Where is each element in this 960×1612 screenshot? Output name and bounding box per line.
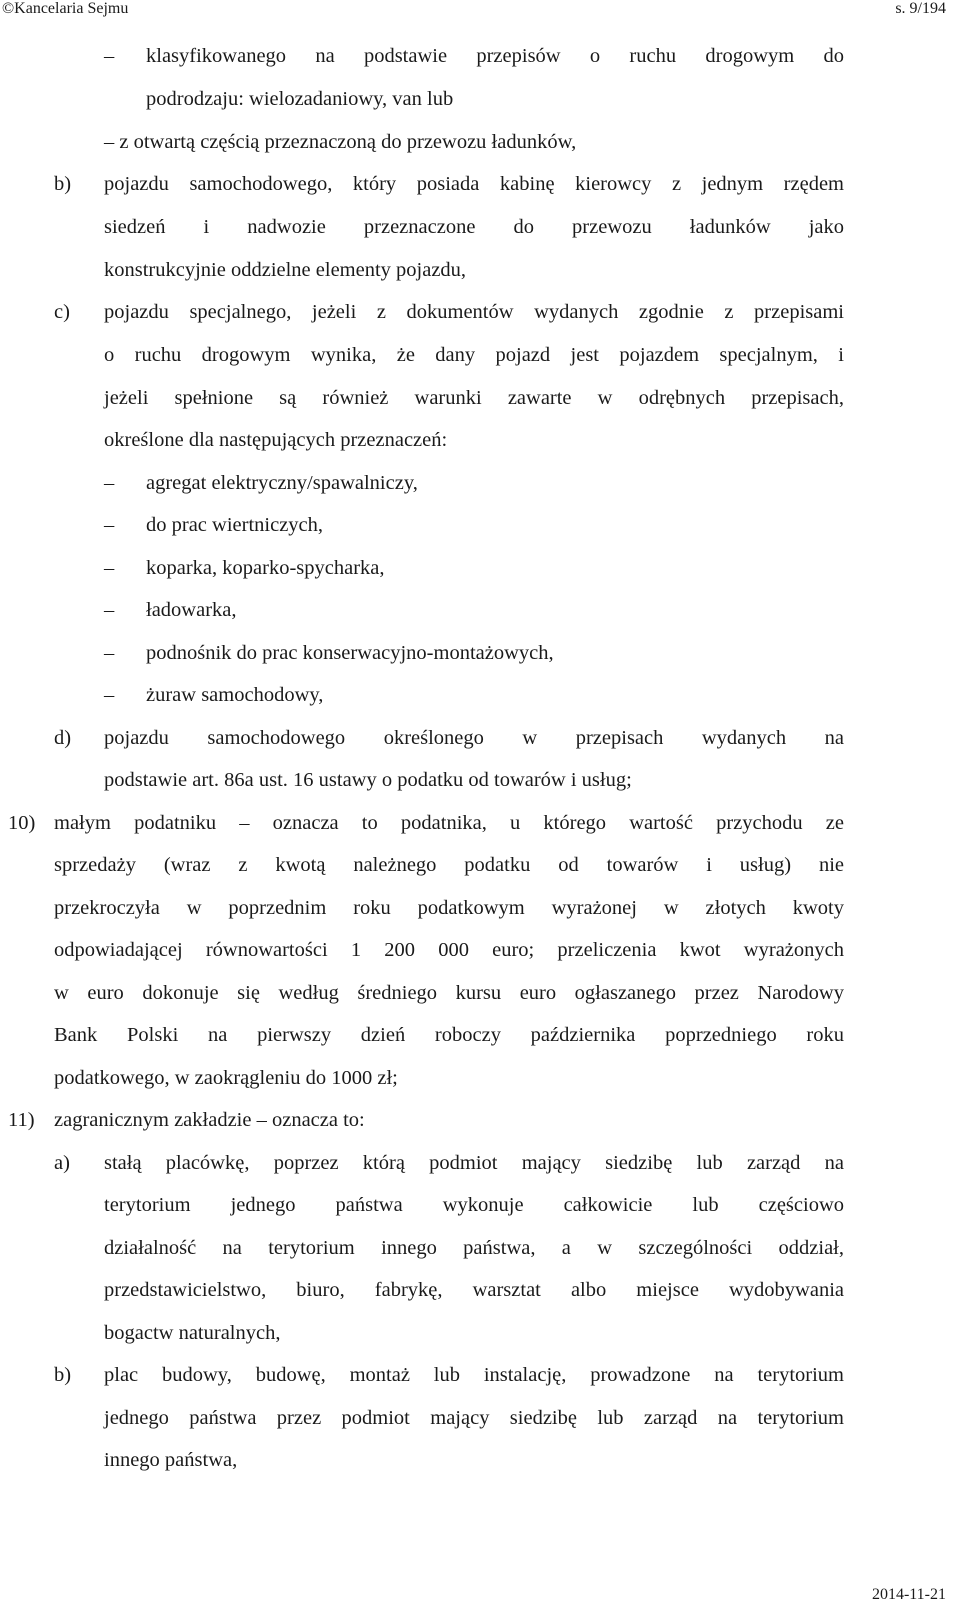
text-line: jednego państwa przez podmiot mający siedzibę lub zarząd na terytorium bbox=[104, 1407, 844, 1429]
footer-date: 2014-11-21 bbox=[871, 1586, 946, 1603]
text-line: ładowarka, bbox=[146, 599, 237, 621]
point-label: 11) bbox=[8, 1109, 35, 1131]
dash-label: – bbox=[104, 599, 115, 621]
dash-label: – bbox=[104, 684, 115, 706]
text-line: przekroczyła w poprzednim roku podatkowym wyrażonej w złotych kwoty bbox=[54, 897, 844, 919]
text-line: małym podatniku – oznacza to podatnika, u którego wartość przychodu ze bbox=[54, 812, 844, 834]
text-line: sprzedaży (wraz z kwotą należnego podatku od towarów i usług) nie bbox=[54, 854, 844, 876]
text-line: – z otwartą częścią przeznaczoną do przewozu ładunków, bbox=[104, 131, 577, 153]
text-line: zagranicznym zakładzie – oznacza to: bbox=[54, 1109, 365, 1131]
item-label: c) bbox=[54, 301, 70, 323]
page-number: s. 9/194 bbox=[895, 0, 946, 17]
text-line: klasyfikowanego na podstawie przepisów o ruchu drogowym do bbox=[146, 45, 844, 67]
text-line: podrodzaju: wielozadaniowy, van lub bbox=[146, 88, 454, 110]
text-line: w euro dokonuje się według średniego kursu euro ogłaszanego przez Narodowy bbox=[54, 982, 844, 1004]
item-label: b) bbox=[54, 173, 72, 195]
text-line: jeżeli spełnione są również warunki zawarte w odrębnych przepisach, bbox=[104, 387, 844, 409]
dash-label: – bbox=[104, 642, 115, 664]
text-line: pojazdu samochodowego określonego w przepisach wydanych na bbox=[104, 727, 844, 749]
text-line: odpowiadającej równowartości 1 200 000 euro; przeliczenia kwot wyrażonych bbox=[54, 939, 844, 961]
dash-label: – bbox=[104, 557, 115, 579]
text-line: określone dla następujących przeznaczeń: bbox=[104, 429, 448, 451]
text-line: plac budowy, budowę, montaż lub instalację, prowadzone na terytorium bbox=[104, 1364, 844, 1386]
text-line: o ruchu drogowym wynika, że dany pojazd jest pojazdem specjalnym, i bbox=[104, 344, 844, 366]
text-line: siedzeń i nadwozie przeznaczone do przewozu ładunków jako bbox=[104, 216, 844, 238]
text-line: innego państwa, bbox=[104, 1449, 238, 1471]
dash-label: – bbox=[104, 45, 115, 67]
item-label: a) bbox=[54, 1152, 70, 1174]
text-line: przedstawicielstwo, biuro, fabrykę, warsztat albo miejsce wydobywania bbox=[104, 1279, 844, 1301]
dash-label: – bbox=[104, 472, 115, 494]
text-line: konstrukcyjnie oddzielne elementy pojazdu, bbox=[104, 259, 467, 281]
text-line: stałą placówkę, poprzez którą podmiot mający siedzibę lub zarząd na bbox=[104, 1152, 844, 1174]
point-label: 10) bbox=[8, 812, 36, 834]
text-line: koparka, koparko-spycharka, bbox=[146, 557, 385, 579]
header-copyright: ©Kancelaria Sejmu bbox=[2, 0, 129, 17]
text-line: działalność na terytorium innego państwa, a w szczególności oddział, bbox=[104, 1237, 844, 1259]
text-line: podatkowego, w zaokrągleniu do 1000 zł; bbox=[54, 1067, 398, 1089]
item-label: b) bbox=[54, 1364, 72, 1386]
text-line: podstawie art. 86a ust. 16 ustawy o podatku od towarów i usług; bbox=[104, 769, 632, 791]
text-line: Bank Polski na pierwszy dzień roboczy października poprzedniego roku bbox=[54, 1024, 844, 1046]
dash-label: – bbox=[104, 514, 115, 536]
text-line: terytorium jednego państwa wykonuje całkowicie lub częściowo bbox=[104, 1194, 844, 1216]
text-line: żuraw samochodowy, bbox=[146, 684, 324, 706]
text-line: bogactw naturalnych, bbox=[104, 1322, 281, 1344]
text-line: do prac wiertniczych, bbox=[146, 514, 324, 536]
item-label: d) bbox=[54, 727, 72, 749]
text-line: agregat elektryczny/spawalniczy, bbox=[146, 472, 418, 494]
text-line: podnośnik do prac konserwacyjno-montażowych, bbox=[146, 642, 554, 664]
text-line: pojazdu specjalnego, jeżeli z dokumentów wydanych zgodnie z przepisami bbox=[104, 301, 844, 323]
text-line: pojazdu samochodowego, który posiada kabinę kierowcy z jednym rzędem bbox=[104, 173, 844, 195]
